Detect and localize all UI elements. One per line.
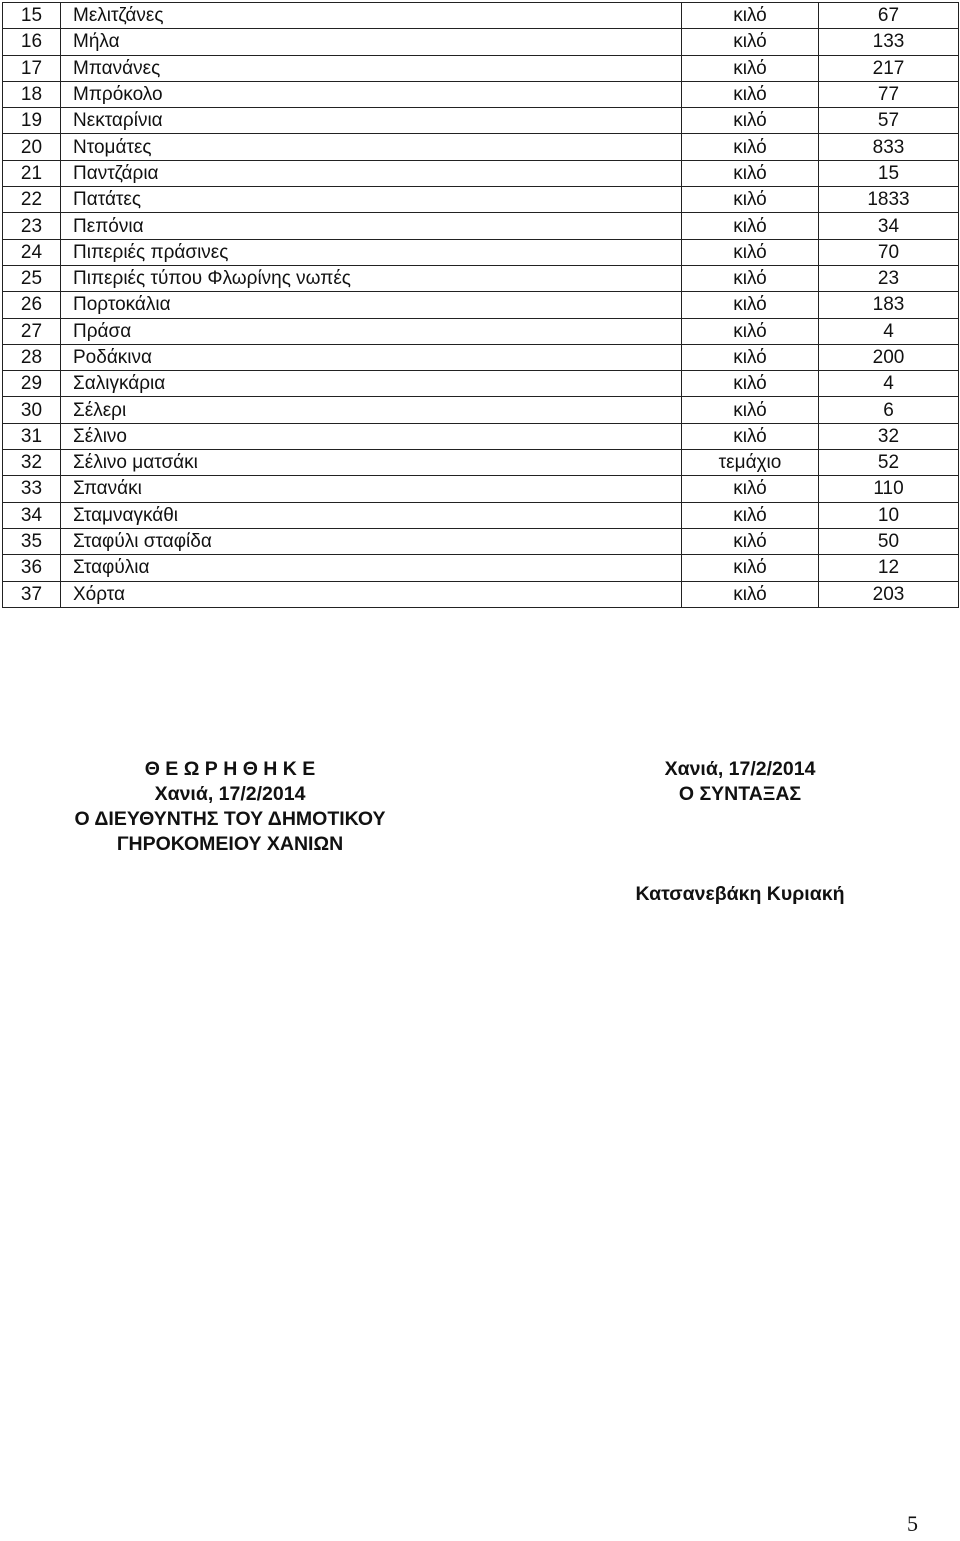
row-number-cell: 35 (3, 528, 61, 554)
item-name-cell: Ντομάτες (61, 134, 682, 160)
item-name-cell: Πιπεριές πράσινες (61, 239, 682, 265)
item-name-cell: Μελιτζάνες (61, 3, 682, 29)
quantity-cell: 4 (819, 371, 959, 397)
item-name-cell: Παντζάρια (61, 160, 682, 186)
item-name-cell: Μπρόκολο (61, 81, 682, 107)
items-table (2, 2, 959, 608)
unit-cell: κιλό (682, 108, 819, 134)
row-number-cell: 28 (3, 344, 61, 370)
table-row (3, 213, 959, 239)
row-number-cell: 34 (3, 502, 61, 528)
approved-heading: Θ Ε Ω Ρ Η Θ Η Κ Ε (144, 758, 316, 780)
unit-cell: κιλό (682, 55, 819, 81)
unit-cell: κιλό (682, 239, 819, 265)
item-name-cell: Σέλερι (61, 397, 682, 423)
row-number-cell: 22 (3, 187, 61, 213)
quantity-cell: 217 (819, 55, 959, 81)
table-row (3, 581, 959, 607)
row-number-cell: 29 (3, 371, 61, 397)
table-row (3, 502, 959, 528)
item-name-cell: Πορτοκάλια (61, 292, 682, 318)
table-row (3, 371, 959, 397)
quantity-cell: 1833 (819, 187, 959, 213)
item-name-cell: Μήλα (61, 29, 682, 55)
row-number-cell: 18 (3, 81, 61, 107)
row-number-cell: 23 (3, 213, 61, 239)
table-row (3, 555, 959, 581)
item-name-cell: Πράσα (61, 318, 682, 344)
table-row (3, 397, 959, 423)
items-table-body (3, 3, 959, 608)
table-row (3, 476, 959, 502)
table-row (3, 108, 959, 134)
row-number-cell: 26 (3, 292, 61, 318)
item-name-cell: Μπανάνες (61, 55, 682, 81)
unit-cell: κιλό (682, 81, 819, 107)
row-number-cell: 37 (3, 581, 61, 607)
unit-cell: κιλό (682, 371, 819, 397)
quantity-cell: 67 (819, 3, 959, 29)
unit-cell: κιλό (682, 134, 819, 160)
quantity-cell: 50 (819, 528, 959, 554)
table-row (3, 55, 959, 81)
row-number-cell: 21 (3, 160, 61, 186)
quantity-cell: 200 (819, 344, 959, 370)
row-number-cell: 36 (3, 555, 61, 581)
table-row (3, 423, 959, 449)
quantity-cell: 833 (819, 134, 959, 160)
row-number-cell: 17 (3, 55, 61, 81)
unit-cell: κιλό (682, 187, 819, 213)
unit-cell: κιλό (682, 292, 819, 318)
row-number-cell: 32 (3, 450, 61, 476)
row-number-cell: 19 (3, 108, 61, 134)
quantity-cell: 34 (819, 213, 959, 239)
author-signature-block (560, 757, 920, 807)
table-row (3, 450, 959, 476)
director-title-line2: ΓΗΡΟΚΟΜΕΙΟΥ ΧΑΝΙΩΝ (116, 833, 344, 855)
row-number-cell: 15 (3, 3, 61, 29)
quantity-cell: 4 (819, 318, 959, 344)
row-number-cell: 33 (3, 476, 61, 502)
table-row (3, 187, 959, 213)
table-row (3, 160, 959, 186)
table-row (3, 265, 959, 291)
unit-cell: κιλό (682, 581, 819, 607)
item-name-cell: Σαλιγκάρια (61, 371, 682, 397)
table-row (3, 318, 959, 344)
unit-cell: κιλό (682, 3, 819, 29)
quantity-cell: 203 (819, 581, 959, 607)
quantity-cell: 23 (819, 265, 959, 291)
unit-cell: κιλό (682, 29, 819, 55)
unit-cell: κιλό (682, 318, 819, 344)
item-name-cell: Νεκταρίνια (61, 108, 682, 134)
author-date: Χανιά, 17/2/2014 (664, 758, 816, 780)
row-number-cell: 27 (3, 318, 61, 344)
quantity-cell: 52 (819, 450, 959, 476)
unit-cell: κιλό (682, 423, 819, 449)
author-name: Κατσανεβάκη Κυριακή (635, 883, 845, 905)
unit-cell: κιλό (682, 555, 819, 581)
table-row (3, 292, 959, 318)
unit-cell: κιλό (682, 344, 819, 370)
quantity-cell: 32 (819, 423, 959, 449)
item-name-cell: Πεπόνια (61, 213, 682, 239)
unit-cell: κιλό (682, 213, 819, 239)
quantity-cell: 57 (819, 108, 959, 134)
director-title-line1: Ο ΔΙΕΥΘΥΝΤΗΣ ΤΟΥ ΔΗΜΟΤΙΚΟΥ (74, 808, 386, 830)
quantity-cell: 10 (819, 502, 959, 528)
quantity-cell: 110 (819, 476, 959, 502)
quantity-cell: 77 (819, 81, 959, 107)
quantity-cell: 183 (819, 292, 959, 318)
item-name-cell: Πιπεριές τύπου Φλωρίνης νωπές (61, 265, 682, 291)
item-name-cell: Σταφύλια (61, 555, 682, 581)
unit-cell: κιλό (682, 265, 819, 291)
row-number-cell: 30 (3, 397, 61, 423)
item-name-cell: Σέλινο ματσάκι (61, 450, 682, 476)
row-number-cell: 31 (3, 423, 61, 449)
item-name-cell: Σταφύλι σταφίδα (61, 528, 682, 554)
author-title: Ο ΣΥΝΤΑΞΑΣ (678, 783, 802, 805)
item-name-cell: Σταμναγκάθι (61, 502, 682, 528)
row-number-cell: 25 (3, 265, 61, 291)
item-name-cell: Ροδάκινα (61, 344, 682, 370)
unit-cell: κιλό (682, 502, 819, 528)
item-name-cell: Σπανάκι (61, 476, 682, 502)
quantity-cell: 12 (819, 555, 959, 581)
unit-cell: κιλό (682, 528, 819, 554)
item-name-cell: Χόρτα (61, 581, 682, 607)
table-row (3, 29, 959, 55)
table-row (3, 3, 959, 29)
row-number-cell: 24 (3, 239, 61, 265)
item-name-cell: Πατάτες (61, 187, 682, 213)
unit-cell: κιλό (682, 476, 819, 502)
quantity-cell: 6 (819, 397, 959, 423)
table-row (3, 239, 959, 265)
page-number: 5 (907, 1511, 918, 1536)
approval-date: Χανιά, 17/2/2014 (154, 783, 306, 805)
unit-cell: κιλό (682, 160, 819, 186)
approval-signature-block (40, 757, 420, 857)
row-number-cell: 16 (3, 29, 61, 55)
table-row (3, 528, 959, 554)
table-row (3, 134, 959, 160)
table-row (3, 81, 959, 107)
unit-cell: κιλό (682, 397, 819, 423)
quantity-cell: 133 (819, 29, 959, 55)
item-name-cell: Σέλινο (61, 423, 682, 449)
table-row (3, 344, 959, 370)
unit-cell: τεμάχιο (682, 450, 819, 476)
row-number-cell: 20 (3, 134, 61, 160)
quantity-cell: 15 (819, 160, 959, 186)
quantity-cell: 70 (819, 239, 959, 265)
